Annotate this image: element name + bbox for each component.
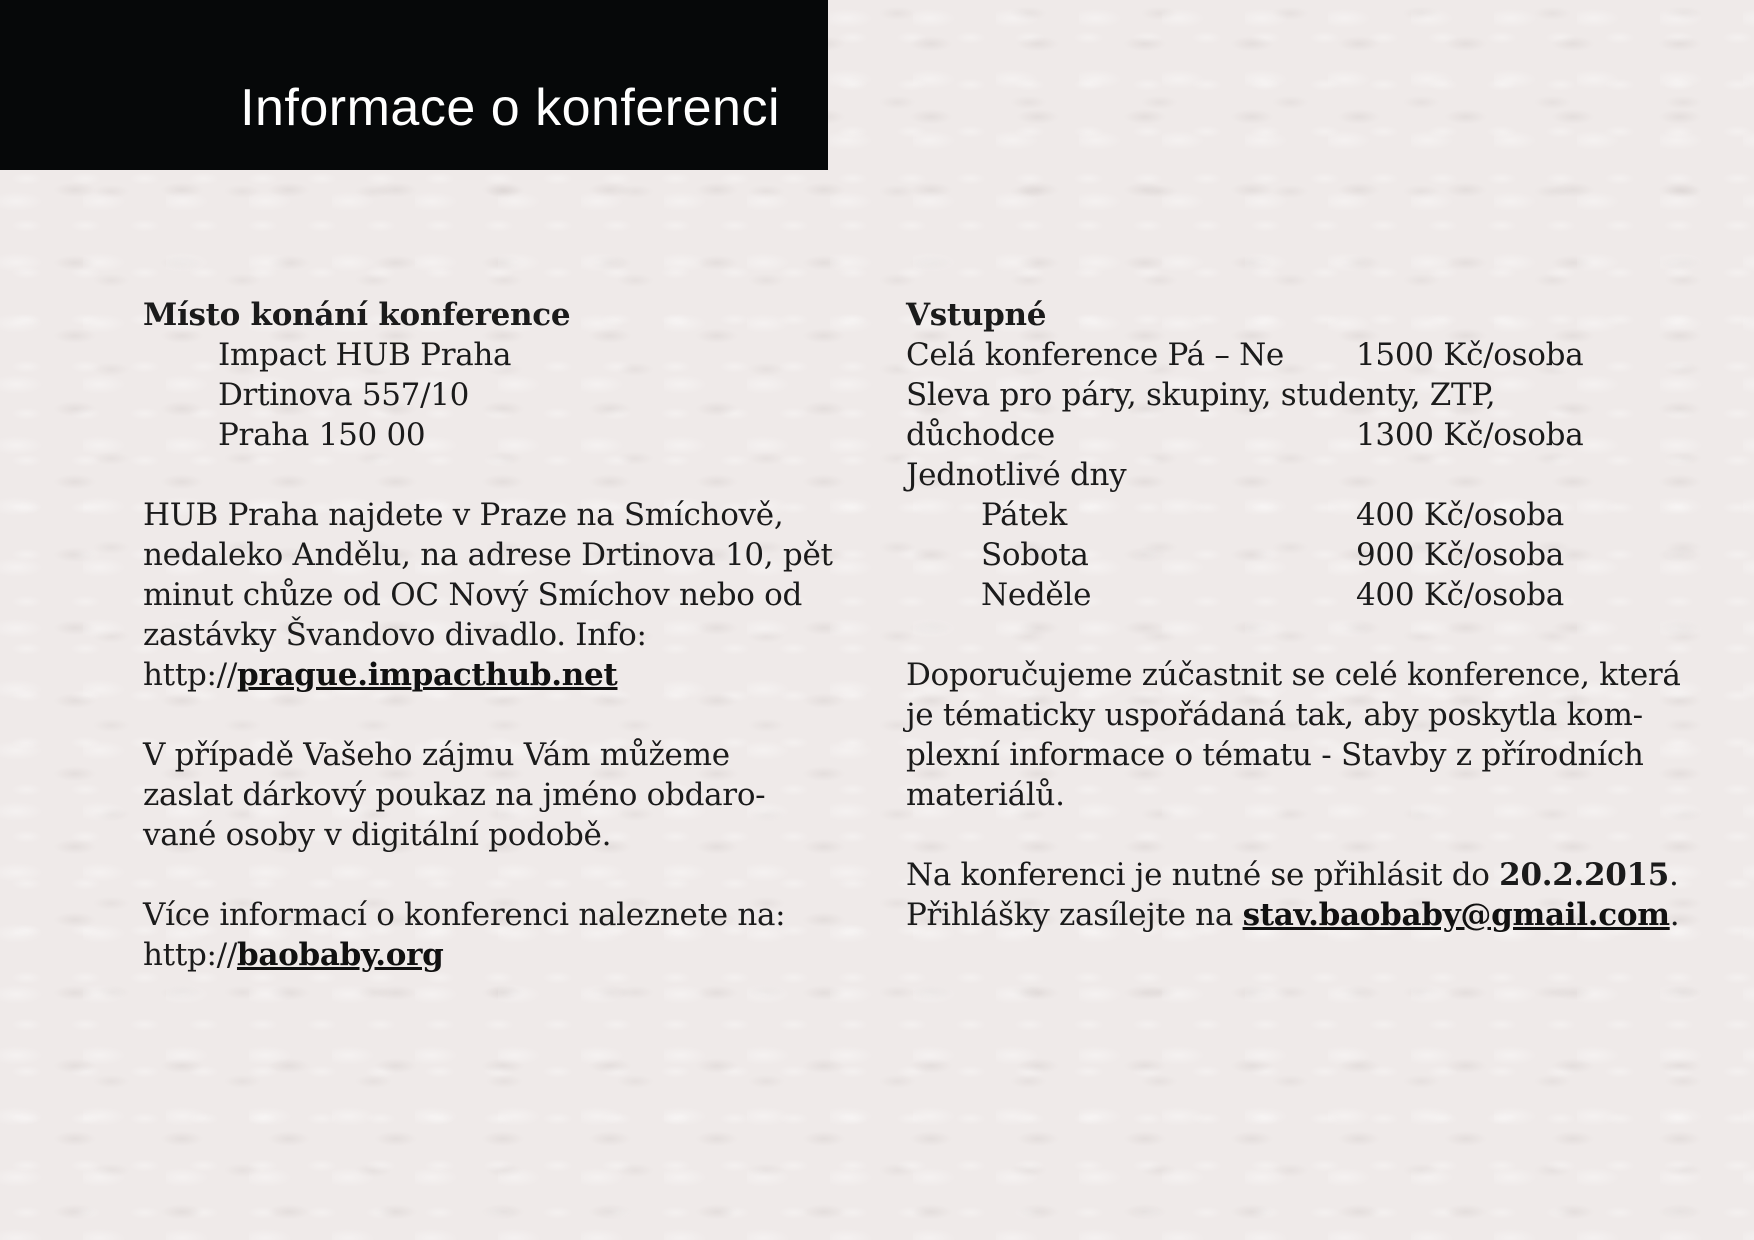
price-value: 1300 Kč/osoba bbox=[1356, 417, 1584, 453]
directions-line: HUB Praha najdete v Praze na Smíchově, bbox=[143, 497, 784, 533]
day-label: Pátek bbox=[981, 497, 1068, 533]
price-label: Celá konference Pá – Ne bbox=[906, 337, 1284, 373]
price-row-full bbox=[906, 335, 1716, 375]
spacer bbox=[143, 855, 843, 895]
more-info-url-line bbox=[143, 935, 843, 975]
discount-label: Sleva pro páry, skupiny, studenty, ZTP, bbox=[906, 377, 1496, 413]
spacer bbox=[906, 615, 1716, 655]
spacer bbox=[906, 815, 1716, 855]
voucher-line: V případě Vašeho zájmu Vám můžeme bbox=[143, 737, 730, 773]
directions-line: minut chůze od OC Nový Smíchov nebo od bbox=[143, 577, 803, 613]
email-suffix: . bbox=[1669, 897, 1680, 933]
registration-suffix: . bbox=[1669, 857, 1679, 893]
baobaby-link[interactable]: baobaby.org bbox=[236, 937, 444, 973]
day-label: Neděle bbox=[981, 577, 1092, 613]
info-url-prefix: http:// bbox=[143, 657, 237, 693]
email-link[interactable]: stav.baobaby@gmail.com bbox=[1242, 897, 1670, 933]
email-prefix: Přihlášky zasílejte na bbox=[906, 897, 1243, 933]
venue-heading: Místo konání konference bbox=[143, 297, 571, 333]
fees-column bbox=[906, 295, 1716, 935]
price-row-day bbox=[906, 575, 1716, 615]
registration-date: 20.2.2015 bbox=[1499, 857, 1670, 893]
more-info-url-prefix: http:// bbox=[143, 937, 237, 973]
price-row-day bbox=[906, 495, 1716, 535]
registration-text: Na konferenci je nutné se přihlásit do bbox=[906, 857, 1500, 893]
venue-column bbox=[143, 295, 843, 975]
header-bar bbox=[0, 0, 828, 170]
venue-address-line: Impact HUB Praha bbox=[218, 337, 512, 373]
recommend-line: materiálů. bbox=[906, 777, 1065, 813]
registration-deadline-line bbox=[906, 855, 1716, 895]
voucher-line: vané osoby v digitální podobě. bbox=[143, 817, 612, 853]
info-url-line bbox=[143, 655, 843, 695]
impacthub-link[interactable]: prague.impacthub.net bbox=[236, 657, 618, 693]
spacer bbox=[143, 695, 843, 735]
recommend-line: je tématicky uspořádaná tak, aby poskytla kom- bbox=[906, 697, 1643, 733]
recommend-line: Doporučujeme zúčastnit se celé konference, která bbox=[906, 657, 1681, 693]
fees-heading: Vstupné bbox=[906, 297, 1047, 333]
venue-address-line: Drtinova 557/10 bbox=[218, 377, 470, 413]
price-row-discount bbox=[906, 415, 1716, 455]
voucher-line: zaslat dárkový poukaz na jméno obdaro- bbox=[143, 777, 766, 813]
single-days-label: Jednotlivé dny bbox=[906, 457, 1127, 493]
price-label: důchodce bbox=[906, 417, 1055, 453]
price-value: 1500 Kč/osoba bbox=[1356, 337, 1584, 373]
price-row-day bbox=[906, 535, 1716, 575]
price-value: 900 Kč/osoba bbox=[1356, 537, 1564, 573]
day-label: Sobota bbox=[981, 537, 1089, 573]
price-value: 400 Kč/osoba bbox=[1356, 577, 1564, 613]
registration-email-line bbox=[906, 895, 1716, 935]
price-value: 400 Kč/osoba bbox=[1356, 497, 1564, 533]
more-info-text: Více informací o konferenci naleznete na: bbox=[143, 897, 786, 933]
page-title: Informace o konferenci bbox=[240, 79, 780, 137]
directions-line: nedaleko Andělu, na adrese Drtinova 10, pět bbox=[143, 537, 833, 573]
recommend-line: plexní informace o tématu - Stavby z přírodních bbox=[906, 737, 1644, 773]
spacer bbox=[143, 455, 843, 495]
directions-line: zastávky Švandovo divadlo. Info: bbox=[143, 617, 647, 653]
venue-address-line: Praha 150 00 bbox=[218, 417, 426, 453]
